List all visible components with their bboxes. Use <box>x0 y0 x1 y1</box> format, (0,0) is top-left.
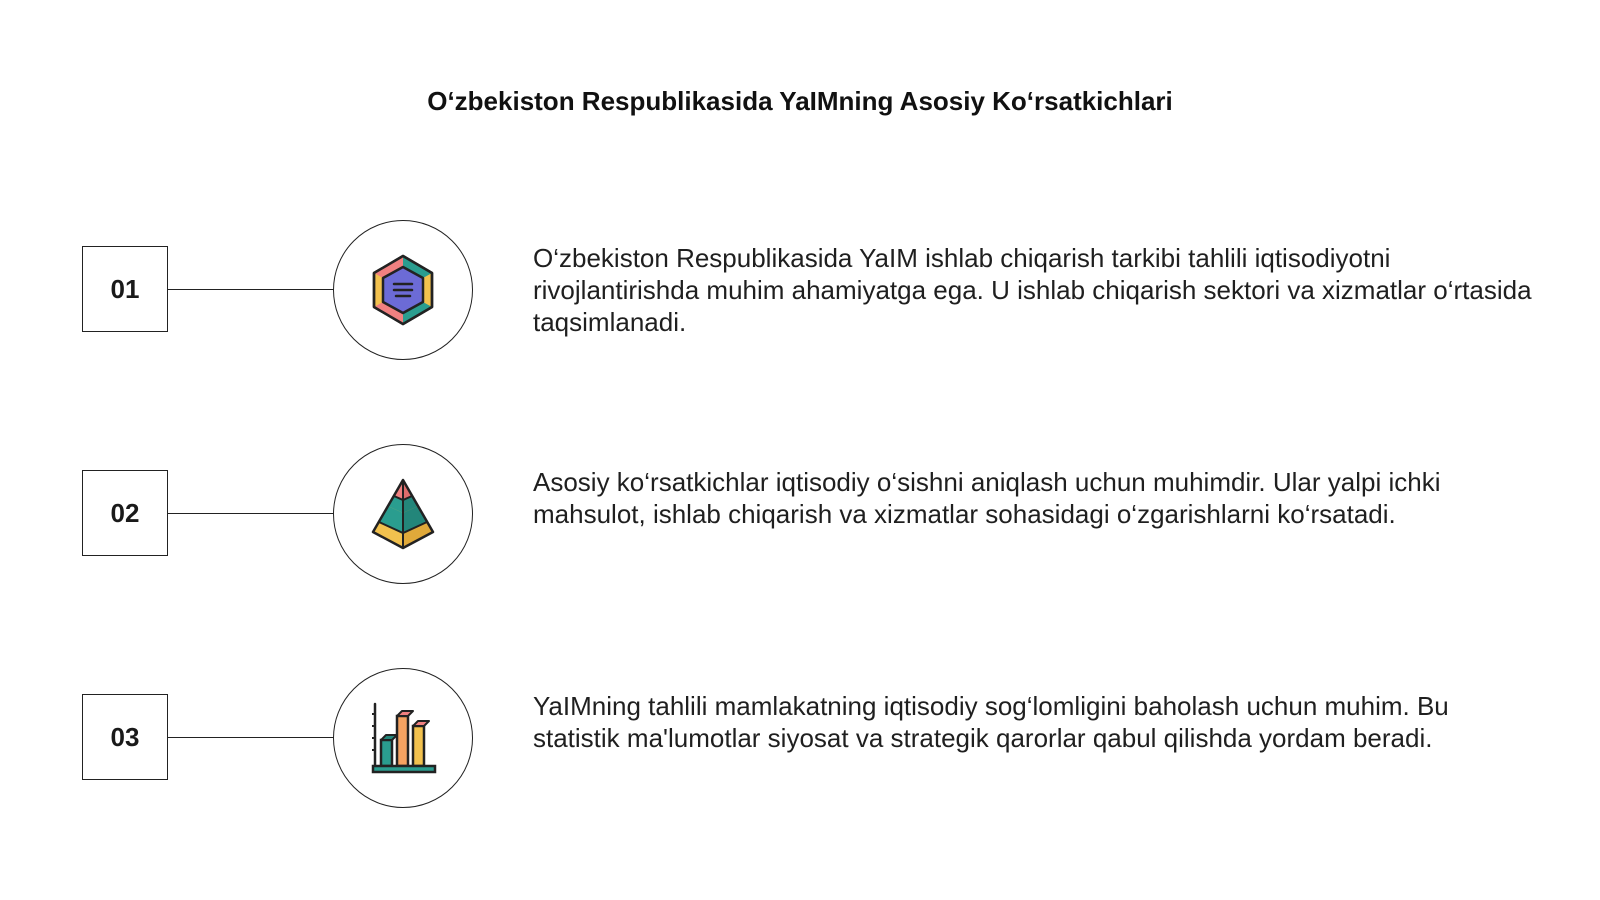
icon-circle <box>333 444 473 584</box>
pyramid-icon <box>361 472 445 556</box>
step-row-2 <box>0 444 1600 584</box>
step-description: Asosiy ko‘rsatkichlar iqtisodiy o‘sishni aniqlash uchun muhimdir. Ular yalpi ichki mahsulot, ishlab chiqarish va xizmatlar sohasidagi o‘zgarishlarni ko‘rsatadi. <box>533 467 1441 529</box>
page-title: O‘zbekiston Respublikasida YaIMning Asosiy Ko‘rsatkichlari <box>427 86 1173 116</box>
bar-chart-icon <box>361 696 445 780</box>
step-number-box: 01 <box>82 246 168 332</box>
step-row-1 <box>0 220 1600 360</box>
step-description: YaIMning tahlili mamlakatning iqtisodiy sog‘lomligini baholash uchun muhim. Bu statistik ma'lumotlar siyosat va strategik qarorlar qabul qilishda yordam beradi. <box>533 691 1449 753</box>
connector-line <box>168 737 334 738</box>
connector-line <box>168 513 334 514</box>
step-number-box: 03 <box>82 694 168 780</box>
icon-circle <box>333 220 473 360</box>
step-number-box: 02 <box>82 470 168 556</box>
icon-circle <box>333 668 473 808</box>
step-row-3 <box>0 668 1600 808</box>
hexagon-icon <box>361 248 445 332</box>
step-description: O‘zbekiston Respublikasida YaIM ishlab chiqarish tarkibi tahlili iqtisodiyotni rivojlantirishda muhim ahamiyatga ega. U ishlab chiqarish sektori va xizmatlar o‘rtasida taqsimlanadi. <box>533 243 1532 337</box>
connector-line <box>168 289 334 290</box>
